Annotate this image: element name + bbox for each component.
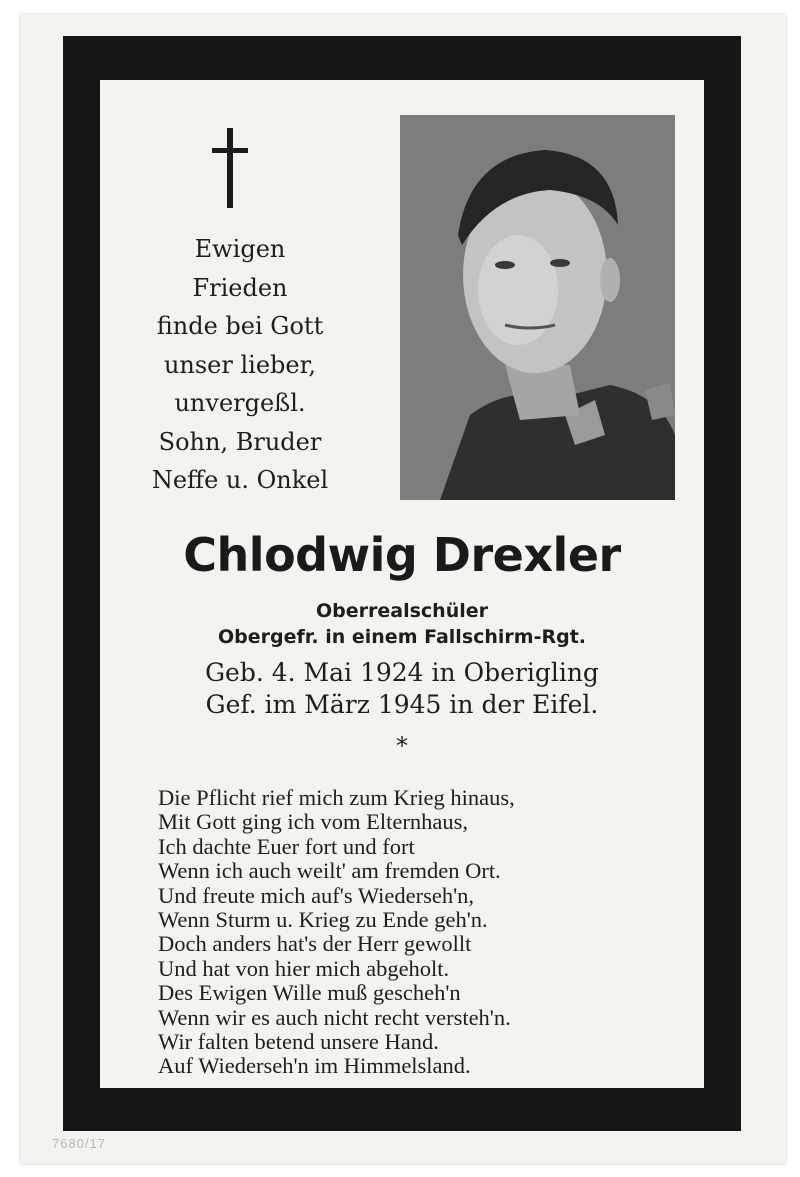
archive-stamp: 7680/17 — [52, 1136, 106, 1151]
poem-line: Die Pflicht rief mich zum Krieg hinaus, — [158, 785, 515, 810]
memorial-poem — [158, 786, 698, 1079]
poem-line: Auf Wiederseh'n im Himmelsland. — [158, 1053, 471, 1079]
deceased-name: Chlodwig Drexler — [183, 528, 621, 582]
poem-line: Doch anders hat's der Herr gewollt — [158, 931, 472, 957]
verse-line: unvergeßl. — [174, 389, 306, 417]
verse-line: finde bei Gott — [156, 312, 324, 340]
card-content — [100, 80, 704, 1088]
occupation-line: Oberrealschüler — [316, 600, 488, 622]
poem-line: Des Ewigen Wille muß gescheh'n — [158, 980, 461, 1006]
mourning-border — [63, 36, 741, 1131]
poem-line: Wenn ich auch weilt' am fremden Ort. — [158, 858, 501, 884]
poem-line: Wir falten betend unsere Hand. — [158, 1029, 439, 1055]
cross-icon — [212, 128, 248, 208]
death-line: Gef. im März 1945 in der Eifel. — [205, 690, 599, 719]
poem-line: Wenn Sturm u. Krieg zu Ende geh'n. — [158, 907, 488, 933]
verse-line: unser lieber, — [163, 350, 317, 379]
poem-line: Ich dachte Euer fort und fort — [158, 833, 415, 859]
rank-line: Obergefr. in einem Fallschirm-Rgt. — [217, 626, 587, 648]
verse-line: Frieden — [192, 273, 288, 302]
poem-line: Und freute mich auf's Wiederseh'n, — [158, 882, 475, 908]
verse-line: Neffe u. Onkel — [151, 466, 329, 494]
verse-line: Ewigen — [194, 235, 286, 263]
poem-line: Und hat von hier mich abgeholt. — [158, 955, 450, 981]
birth-line: Geb. 4. Mai 1924 in Oberigling — [205, 658, 599, 687]
poem-line: Wenn wir es auch nicht recht versteh'n. — [158, 1004, 511, 1030]
verse-line: Sohn, Bruder — [158, 427, 322, 456]
memorial-card — [20, 14, 786, 1164]
dedication-verse — [140, 230, 340, 500]
star-separator: * — [396, 732, 408, 760]
poem-line: Mit Gott ging ich vom Elternhaus, — [158, 809, 468, 835]
portrait-photo — [400, 115, 675, 500]
